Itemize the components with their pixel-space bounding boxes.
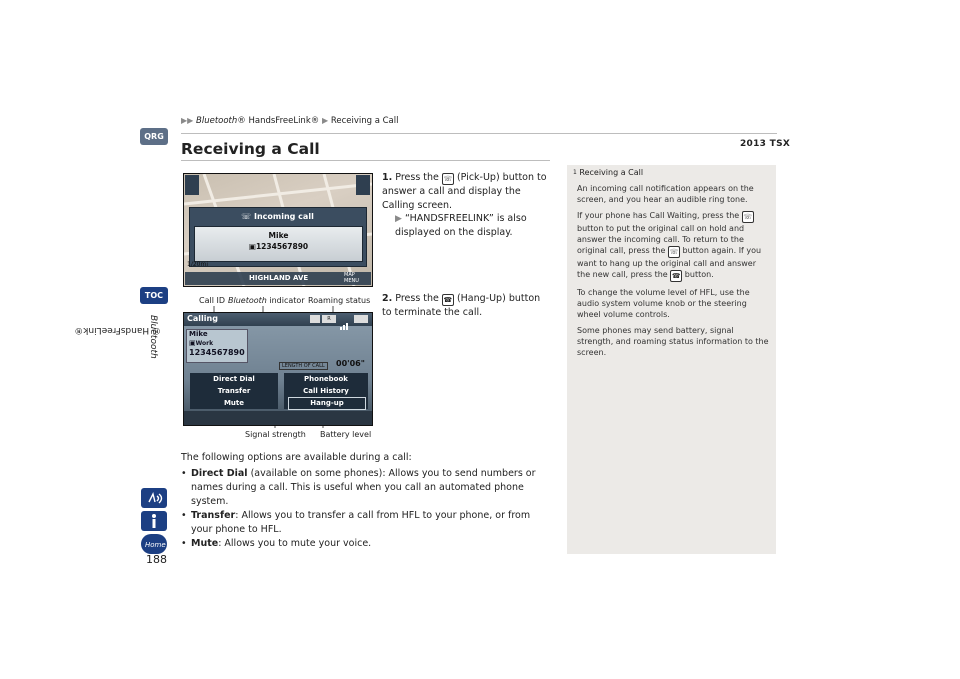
note-paragraph: Some phones may send battery, signal strength, and roaming status information to the screen. — [577, 326, 769, 357]
phone-icon: ☏ — [241, 212, 252, 221]
caller-number: 1234567890 — [189, 348, 245, 357]
note-paragraph: An incoming call notification appears on the screen, and you hear an audible ring tone. — [577, 184, 754, 204]
pick-up-button-icon: ☏ — [669, 248, 679, 256]
phonebook-button[interactable]: Phonebook — [304, 375, 348, 383]
caller-number: ▣1234567890 — [248, 242, 309, 251]
calling-screen — [183, 312, 373, 426]
page-title: Receiving a Call — [181, 140, 320, 158]
caption-bt-indicator: Bluetooth indicator — [228, 296, 305, 305]
caller-name: Mike — [189, 330, 208, 338]
battery-level-icon — [354, 315, 368, 323]
breadcrumb — [181, 116, 399, 126]
hang-up-button-icon: ☎ — [671, 272, 681, 280]
step-2 — [382, 292, 547, 320]
list-item: • Transfer: Allows you to transfer a call from HFL to your phone, or from your phone to HFL. — [181, 509, 551, 537]
street-name: HIGHLAND AVE — [249, 274, 309, 282]
step-1-sub — [395, 212, 545, 240]
info-icon[interactable] — [141, 511, 167, 531]
pick-up-button-icon: ☏ — [743, 213, 753, 221]
bluetooth-indicator-icon — [310, 315, 320, 323]
hang-up-button[interactable]: Hang-up — [288, 397, 366, 410]
roaming-status-icon: R — [322, 315, 336, 323]
model-label: 2013 TSX — [740, 139, 791, 149]
step-subtext: “HANDSFREELINK” is also displayed on the display. — [395, 213, 527, 238]
breadcrumb-arrow-icon: ▶▶ — [181, 116, 194, 125]
step-text: (Pick-Up) button to answer a call and display the Calling screen. — [382, 172, 547, 211]
hang-up-button-icon: ☎ — [443, 296, 453, 304]
toc-tab[interactable]: TOC — [140, 287, 168, 304]
options-section — [181, 451, 551, 551]
signal-strength-icon — [340, 315, 352, 323]
direct-dial-button[interactable]: Direct Dial — [213, 375, 255, 383]
note-paragraph: If your phone has Call Waiting, press the ☏ button to put the original call on hold and answer the incoming call. To return to the original call, press the ☏ button again. If you want to hang up the original call and answer the new call, press the ☎ button. — [577, 211, 762, 280]
svg-text:Home: Home — [145, 541, 166, 549]
caller-name: Mike — [268, 231, 289, 240]
call-history-button[interactable]: Call History — [303, 387, 349, 395]
options-intro: The following options are available during a call: — [181, 452, 412, 463]
side-label-italic: Bluetooth — [148, 315, 158, 359]
caption-signal: Signal strength — [245, 430, 306, 439]
incoming-call-banner: ☏ Incoming call — [241, 212, 314, 221]
options-list — [181, 467, 551, 551]
incoming-call-screen — [183, 173, 373, 287]
length-of-call-label: LENGTH OF CALL — [279, 362, 328, 370]
call-duration: 00'06" — [336, 359, 365, 368]
phone-type-icon: ▣ — [248, 242, 256, 251]
voice-command-icon[interactable] — [141, 488, 167, 508]
step-text: Press the — [395, 293, 439, 304]
caption-roaming: Roaming status — [308, 296, 371, 305]
divider — [181, 133, 777, 134]
page-number: 188 — [146, 553, 167, 566]
list-item: • Mute: Allows you to mute your voice. — [181, 537, 551, 551]
map-menu-button[interactable]: MAP MENU — [344, 272, 359, 284]
step-number: 1. — [382, 172, 393, 183]
step-1 — [382, 171, 547, 213]
qrg-tab[interactable]: QRG — [140, 128, 168, 145]
transfer-button[interactable]: Transfer — [217, 387, 251, 395]
step-number: 2. — [382, 293, 393, 304]
notes-heading: 1 Receiving a Call — [573, 168, 644, 177]
breadcrumb-part1[interactable]: Bluetooth — [196, 116, 238, 126]
notes-text — [577, 183, 769, 363]
step-text: Press the — [395, 172, 439, 183]
caption-call-id: Call ID — [199, 296, 225, 305]
breadcrumb-part1-suffix[interactable]: ® HandsFreeLink® — [237, 116, 320, 126]
step-text: (Hang-Up) button to terminate the call. — [382, 293, 541, 318]
side-label-suffix: ® HandsFreeLink® — [74, 325, 161, 335]
pick-up-button-icon: ☏ — [443, 175, 453, 183]
breadcrumb-arrow-icon: ▶ — [321, 116, 329, 125]
divider — [181, 160, 550, 161]
section-side-label — [74, 315, 161, 458]
calling-title: Calling — [187, 314, 218, 323]
notes-box — [567, 165, 776, 554]
phone-type-icon: ▣ — [189, 339, 196, 347]
arrow-icon: ▶ — [395, 214, 402, 224]
list-item: • Direct Dial (available on some phones): Allows you to send numbers or names during a call. This is useful when you call an automated phone system. — [181, 467, 551, 509]
caller-type: ▣Work — [189, 339, 214, 347]
map-scale: 1/20mi — [187, 261, 208, 268]
mute-button[interactable]: Mute — [223, 399, 245, 407]
note-paragraph: To change the volume level of HFL, use the audio system volume knob or the steering wheel volume controls. — [577, 288, 750, 319]
caption-battery: Battery level — [320, 430, 372, 439]
home-icon[interactable] — [141, 534, 167, 554]
breadcrumb-part2: Receiving a Call — [330, 116, 399, 126]
